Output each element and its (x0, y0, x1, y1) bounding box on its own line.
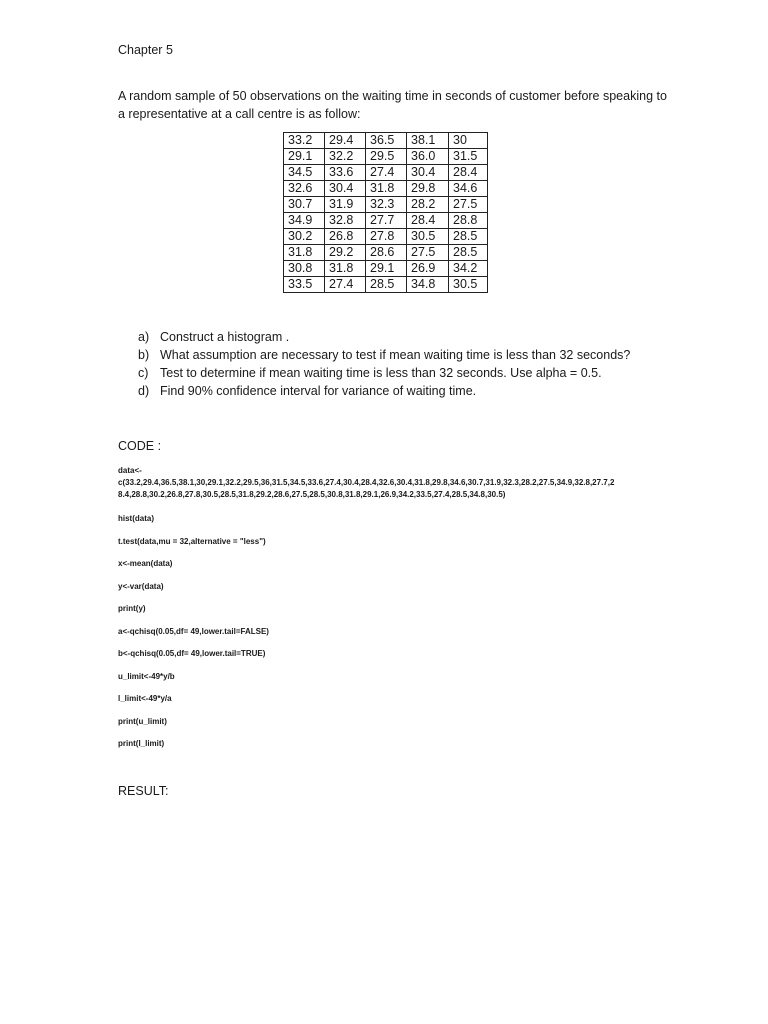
code-u-limit: u_limit<-49*y/b (118, 672, 175, 681)
table-cell: 31.8 (325, 261, 366, 277)
table-row (284, 261, 488, 277)
table-cell: 28.5 (449, 245, 488, 261)
table-cell: 30.4 (325, 181, 366, 197)
table-row (284, 197, 488, 213)
table-cell: 31.9 (325, 197, 366, 213)
table-cell: 38.1 (407, 133, 449, 149)
table-row (284, 229, 488, 245)
chapter-title: Chapter 5 (118, 43, 173, 57)
question-b (138, 346, 630, 364)
question-c (138, 364, 602, 382)
table-cell: 34.6 (449, 181, 488, 197)
question-d (138, 382, 476, 400)
code-ttest: t.test(data,mu = 32,alternative = "less") (118, 537, 266, 546)
table-cell: 30 (449, 133, 488, 149)
table-cell: 28.2 (407, 197, 449, 213)
table-cell: 34.2 (449, 261, 488, 277)
table-row (284, 277, 488, 293)
table-row (284, 245, 488, 261)
table-cell: 32.6 (284, 181, 325, 197)
code-data-line-3: 8.4,28.8,30.2,26.8,27.8,30.5,28.5,31.8,29.2,28.6,27.5,28.5,30.8,31.8,29.1,26.9,34.2,33.5,27.4,28.5,34.8,30.5) (118, 490, 506, 499)
table-cell: 27.4 (325, 277, 366, 293)
code-print-l: print(l_limit) (118, 739, 165, 748)
table-cell: 28.4 (449, 165, 488, 181)
code-print-u: print(u_limit) (118, 717, 167, 726)
table-cell: 29.2 (325, 245, 366, 261)
table-cell: 31.8 (366, 181, 407, 197)
table-cell: 27.5 (449, 197, 488, 213)
table-cell: 36.5 (366, 133, 407, 149)
table-row (284, 149, 488, 165)
table-cell: 29.8 (407, 181, 449, 197)
problem-statement (118, 87, 678, 123)
table-cell: 30.8 (284, 261, 325, 277)
question-label: b) (138, 348, 150, 362)
table-cell: 34.9 (284, 213, 325, 229)
table-cell: 28.4 (407, 213, 449, 229)
code-l-limit: l_limit<-49*y/a (118, 694, 172, 703)
intro-line-1: A random sample of 50 observations on the waiting time in seconds of customer before speaking to (118, 89, 667, 103)
table-cell: 34.8 (407, 277, 449, 293)
question-text: Find 90% confidence interval for variance of waiting time. (160, 384, 477, 398)
code-a-qchisq: a<-qchisq(0.05,df= 49,lower.tail=FALSE) (118, 627, 269, 636)
table-cell: 26.9 (407, 261, 449, 277)
table-cell: 32.8 (325, 213, 366, 229)
table-cell: 30.5 (449, 277, 488, 293)
table-row (284, 133, 488, 149)
table-cell: 26.8 (325, 229, 366, 245)
table-cell: 33.6 (325, 165, 366, 181)
table-cell: 28.8 (449, 213, 488, 229)
table-cell: 27.5 (407, 245, 449, 261)
table-row (284, 213, 488, 229)
table-cell: 29.1 (366, 261, 407, 277)
table-cell: 33.2 (284, 133, 325, 149)
code-b-qchisq: b<-qchisq(0.05,df= 49,lower.tail=TRUE) (118, 649, 266, 658)
table-cell: 34.5 (284, 165, 325, 181)
table-cell: 29.5 (366, 149, 407, 165)
table-cell: 31.8 (284, 245, 325, 261)
code-data-line-2: c(33.2,29.4,36.5,38.1,30,29.1,32.2,29.5,36,31.5,34.5,33.6,27.4,30.4,28.4,32.6,30.4,31.8,29.8,34.6,30.7,31.9,32.3,28.2,27.5,34.9,32.8,27.7,2 (118, 478, 615, 487)
table-row (284, 181, 488, 197)
table-cell: 27.7 (366, 213, 407, 229)
question-label: c) (138, 366, 149, 380)
table-cell: 33.5 (284, 277, 325, 293)
intro-line-2: a representative at a call centre is as follow: (118, 107, 361, 121)
question-a (138, 328, 289, 346)
code-print-y: print(y) (118, 604, 146, 613)
question-text: Test to determine if mean waiting time is less than 32 seconds. Use alpha = 0.5. (160, 366, 602, 380)
table-cell: 28.5 (366, 277, 407, 293)
table-cell: 32.3 (366, 197, 407, 213)
table-cell: 27.8 (366, 229, 407, 245)
code-var: y<-var(data) (118, 582, 164, 591)
table-row (284, 165, 488, 181)
question-text: What assumption are necessary to test if mean waiting time is less than 32 seconds? (160, 348, 631, 362)
table-cell: 30.5 (407, 229, 449, 245)
table-cell: 30.4 (407, 165, 449, 181)
table-cell: 29.4 (325, 133, 366, 149)
table-cell: 30.7 (284, 197, 325, 213)
table-cell: 31.5 (449, 149, 488, 165)
table-cell: 28.5 (449, 229, 488, 245)
code-heading: CODE : (118, 439, 162, 453)
table-cell: 27.4 (366, 165, 407, 181)
code-mean: x<-mean(data) (118, 559, 173, 568)
table-cell: 30.2 (284, 229, 325, 245)
code-hist: hist(data) (118, 514, 154, 523)
question-label: a) (138, 330, 150, 344)
code-data-line-1: data<- (118, 466, 142, 475)
observations-table (283, 132, 488, 293)
result-heading: RESULT: (118, 784, 169, 798)
table-cell: 36.0 (407, 149, 449, 165)
question-text: Construct a histogram . (160, 330, 290, 344)
question-label: d) (138, 384, 150, 398)
table-cell: 28.6 (366, 245, 407, 261)
table-cell: 32.2 (325, 149, 366, 165)
table-cell: 29.1 (284, 149, 325, 165)
